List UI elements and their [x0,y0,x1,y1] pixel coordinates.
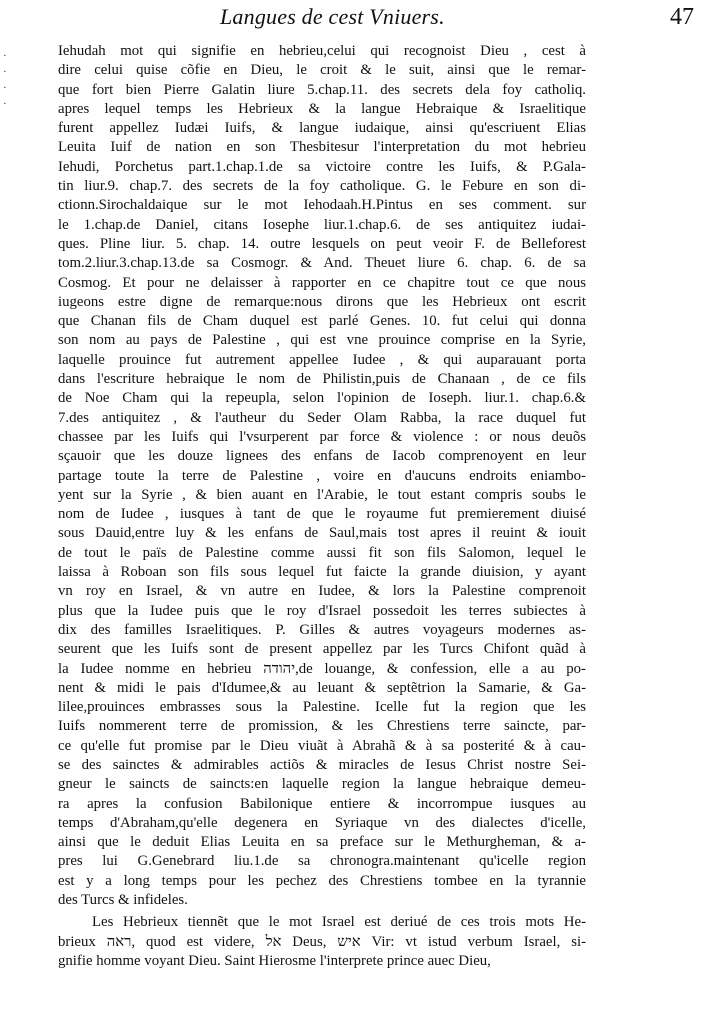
text-line: iugeons estre digne de remarque:nous dirons que les Hebrieux ont escrit [58,293,586,310]
text-line: est y a long temps pour les pechez des Chrestiens tombee en la tyrannie [58,872,586,889]
text-line: laquelle prouince fut autrement appellee Iudee , & qui auparauant porta [58,351,586,368]
text-line: furent appellez Iudæi Iuifs, & langue iudaique, ainsi qu'escriuent Elias [58,120,586,137]
text-line: Leuita Iuif de nation en son Thesbitesur l'interpretation du mot hebrieu [58,139,586,156]
gutter-mark: · [3,50,7,62]
text-line: laissa à Roboan son fils sous lequel fut faicte la grande diuision, y ayant [58,564,586,581]
text-line: dire celui quise cõfie en Dieu, le croit & le suit, ainsi que le remar- [58,62,586,79]
paragraph [58,913,586,971]
text-line: des Turcs & infideles. [58,892,188,909]
text-line: lilee,prouinces embrasses sous la Palestine. Icelle fut la region que les [58,699,586,716]
text-line: brieux ראה, quod est videre, אל Deus, איש Vir: vt istud verbum Israel, si- [58,933,586,950]
text-line: que Chanan fils de Cham duquel est parlé Genes. 10. fut celui qui donna [58,313,586,330]
text-line: pres lui G.Genebrard liu.1.de sa chronogra.maintenant qu'icelle region [58,853,586,870]
text-line: la Iudee nomme en hebrieu יהודה,de louange, & confession, elle a au po- [58,660,586,677]
text-line: nent & midi le pais d'Idumee,& au leuant & septẽtrion la Samarie, & Ga- [58,679,586,696]
text-line: yent sur la Syrie , & bien auant en l'Arabie, le tout estant compris soubs le [58,486,586,503]
running-title: Langues de cest Vniuers. [220,4,445,29]
body-text [58,42,586,971]
gutter-marks [3,48,13,112]
text-line: vn roy en Israel, & vn autre en Iudee, & lors la Palestine comprenoit [58,583,586,600]
running-head [0,2,728,38]
text-line: tom.2.liur.3.chap.13.de sa Cosmogr. & And. Theuet liure 6. chap. 6. de sa [58,255,586,272]
text-line: 7.des antiquitez , & l'autheur du Seder Olam Rabba, la race duquel fut [58,409,586,426]
text-line: gnifie homme voyant Dieu. Saint Hierosme l'interprete prince auec Dieu, [58,952,491,969]
text-line: gneur le saincts de saincts:en laquelle region la langue hebraique demeu- [58,776,586,793]
gutter-mark: · [3,66,7,78]
text-line: nom de Iudee , iusques à tant de que le royaume fut premierement diuisé [58,506,586,523]
text-line: temps d'Abraham,qu'elle degenera en Syriaque vn des dialectes d'icelle, [58,814,586,831]
text-line: plus que la Iudee puis que le roy d'Israel possedoit les terres subiectes à [58,602,586,619]
text-line: dans l'escriture hebraique le nom de Philistin,puis de Chanaan , de ce fils [58,371,586,388]
text-line: dix des familles Israelitiques. P. Gilles & autres voyageurs modernes as- [58,621,586,638]
text-line: le 1.chap.de Daniel, citans Iosephe liur.1.chap.6. de ses antiquitez iudai- [58,216,586,233]
text-line: ctionn.Sirochaldaique sur le mot Iehodaah.H.Pintus en ses comment. sur [58,197,586,214]
text-line: tin liur.9. chap.7. des secrets de la foy catholique. G. le Febure en son di- [58,178,586,195]
text-line: ra apres la confusion Babilonique entiere & incorrompue iusques au [58,795,586,812]
text-line: Iuifs nommerent terre de promission, & les Chrestiens terre saincte, par- [58,718,586,735]
text-line: Les Hebrieux tiennẽt que le mot Israel est deriué de ces trois mots He- [92,914,586,931]
text-line: se des sainctes & admirables actiõs & miracles de Iesus Christ nostre Sei- [58,756,586,773]
text-line: partage toute la terre de Palestine , voire en d'aucuns endroits eniambo- [58,467,586,484]
text-line: que fort bien Pierre Galatin liure 5.chap.11. des secrets dela foy catholiq. [58,81,586,98]
paragraph [58,42,586,910]
text-line: ques. Pline liur. 5. chap. 14. outre lesquels on peut veoir F. de Belleforest [58,235,586,252]
text-line: sçauoir que les douze lignees des enfans de Iacob comprenoyent en leur [58,448,586,465]
text-line: ce qu'elle fut promise par le Dieu viuãt à Abrahã & à sa posterité & à cau- [58,737,586,754]
text-line: Iehudah mot qui signifie en hebrieu,celui qui recognoist Dieu , cest à [58,43,586,59]
text-line: Cosmog. Et pour ne delaisser à rapporter en ce chapitre tout ce que nous [58,274,586,291]
text-line: son nom au pays de Palestine , qui est vne prouince comprise en la Syrie, [58,332,586,349]
text-line: sous Dauid,entre luy & les enfans de Saul,mais tost apres il reuint & iouit [58,525,586,542]
text-line: seurent que les Iuifs sont de present appellez par les Turcs Chifont quãd à [58,641,586,658]
gutter-mark: · [3,98,7,110]
text-line: chassee par les Iuifs qui l'vsurperent par force & violence : or nous deuõs [58,428,586,445]
text-line: apres lequel temps les Hebrieux & la langue Hebraique & Israelitique [58,100,586,117]
text-line: Iehudi, Porchetus part.1.chap.1.de sa victoire contre les Iuifs, & P.Gala- [58,158,586,175]
page-number: 47 [670,4,694,30]
gutter-mark: · [3,82,7,94]
text-line: ainsi que le deduit Elias Leuita en sa preface sur le Methurgheman, & a- [58,834,586,851]
text-line: de Noe Cham qui la repeupla, selon l'opinion de Ioseph. liur.1. chap.6.& [58,390,586,407]
text-line: de tout le païs de Palestine comme aussi fit son fils Salomon, lequel le [58,544,586,561]
